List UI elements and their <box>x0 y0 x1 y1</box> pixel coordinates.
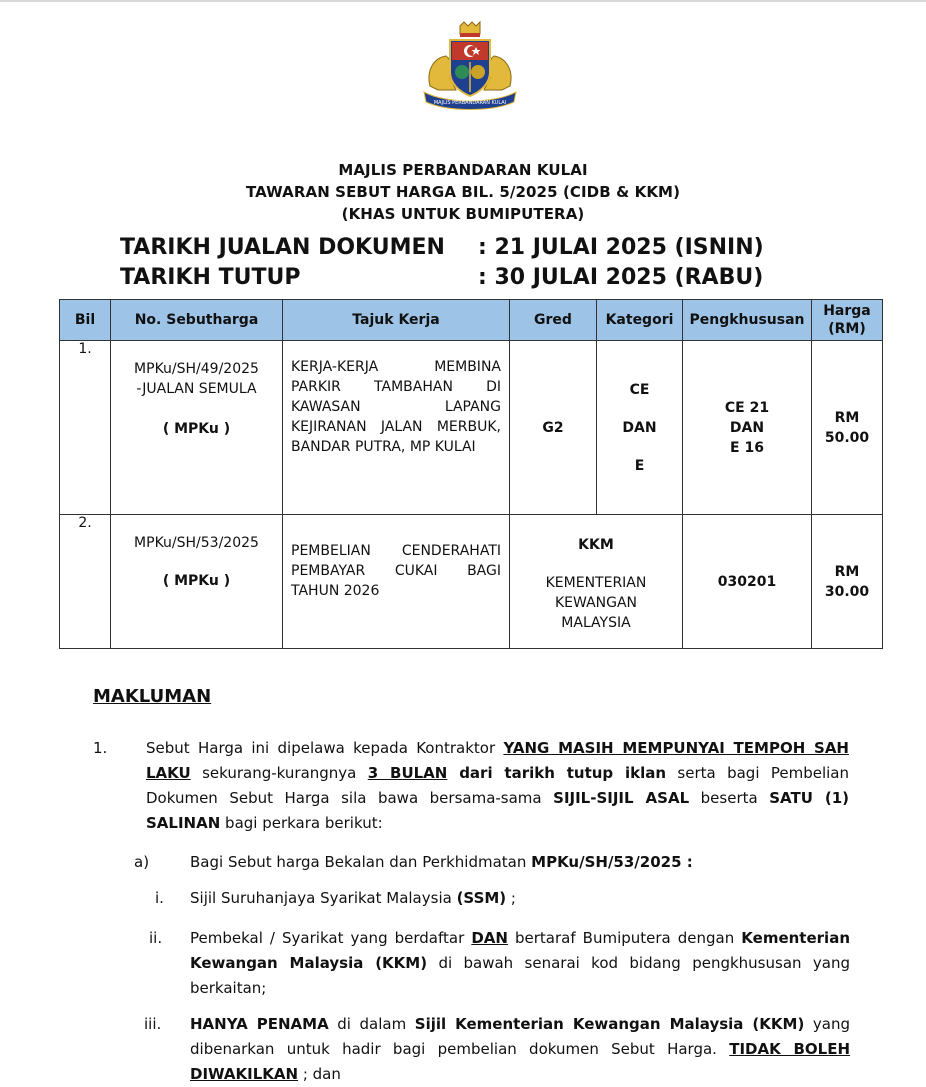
table-header-row <box>60 300 883 341</box>
sub-iii-text-2: di dalam <box>328 1015 415 1033</box>
sub-ii-dan: DAN <box>471 929 508 947</box>
row1-kategori <box>597 341 683 515</box>
row2-tajuk-kerja <box>283 515 510 649</box>
sub-i-text: Sijil Suruhanjaya Syarikat Malaysia <box>190 889 457 907</box>
row1-pengkhususan-line1: CE 21 <box>724 399 770 416</box>
item1-text-10: bagi perkara berikut: <box>220 814 383 832</box>
row1-harga <box>812 341 883 515</box>
col-header-bil: Bil <box>60 300 111 341</box>
row1-tajuk-line1: KERJA-KERJA MEMBINA <box>291 359 501 375</box>
item1-text-6: serta bagi Pembelian Dokumen Sebut Harga sila bawa bersama-sama <box>146 764 850 807</box>
col-header-harga-label: Harga <box>823 303 871 319</box>
sub-i-marker: i. <box>155 889 164 907</box>
row2-no-line3: ( MPKu ) <box>162 573 231 589</box>
col-header-gred: Gred <box>510 300 597 341</box>
sub-i-paragraph <box>190 886 850 911</box>
row1-pengkhususan-line3: E 16 <box>730 439 764 456</box>
row2-kkm-code: KKM <box>578 537 614 553</box>
row1-tajuk-kerja <box>283 341 510 515</box>
sub-ii-text-3: bertaraf Bumiputera dengan <box>507 929 742 947</box>
sub-iii-marker: iii. <box>144 1015 162 1033</box>
table-row <box>60 341 883 515</box>
col-header-harga <box>812 300 883 341</box>
sub-a-text: Bagi Sebut harga Bekalan dan Perkhidmatan <box>190 853 532 871</box>
row1-no-sebutharga <box>111 341 283 515</box>
sub-iii-no-proxy: TIDAK BOLEH DIWAKILKAN <box>190 1040 850 1083</box>
col-header-no-sebutharga: No. Sebutharga <box>111 300 283 341</box>
row1-pengkhususan-line2: DAN <box>729 419 765 436</box>
sub-a-ref-number: MPKu/SH/53/2025 : <box>531 853 693 871</box>
row2-tajuk-line3: TAHUN 2026 <box>291 583 380 599</box>
mpkulai-crest-logo <box>416 20 524 112</box>
col-header-harga-unit: (RM) <box>828 321 866 337</box>
item1-text-8: beserta <box>689 789 770 807</box>
makluman-heading: MAKLUMAN <box>93 686 212 707</box>
row2-pengkhususan: 030201 <box>683 515 812 649</box>
row1-tajuk-line2: PARKIR TAMBAHAN DI <box>291 379 501 395</box>
row1-tajuk-line5: BANDAR PUTRA, MP KULAI <box>291 439 476 455</box>
row1-tajuk-line3: KAWASAN LAPANG <box>291 399 501 415</box>
header-tender-title: TAWARAN SEBUT HARGA BIL. 5/2025 (CIDB & KKM) <box>245 183 681 201</box>
row1-harga-currency: RM <box>834 409 860 426</box>
row2-no-line1: MPKu/SH/53/2025 <box>134 535 259 551</box>
sub-iii-end: ; dan <box>298 1065 341 1083</box>
top-border-line <box>0 0 926 2</box>
close-date-value: : 30 JULAI 2025 (RABU) <box>478 265 764 290</box>
item1-one-copy: SATU (1) SALINAN <box>146 789 849 832</box>
sale-date-value: : 21 JULAI 2025 (ISNIN) <box>478 235 764 260</box>
row1-kategori-line3: E <box>634 457 645 474</box>
row2-bil: 2. <box>60 515 111 649</box>
sub-iii-paragraph <box>190 1012 850 1087</box>
item1-original-certs: SIJIL-SIJIL ASAL <box>553 789 690 807</box>
sub-iii-kkm-cert: Sijil Kementerian Kewangan Malaysia (KKM) <box>414 1015 805 1033</box>
item1-three-months: 3 BULAN <box>367 764 448 782</box>
row2-tajuk-line2: PEMBAYAR CUKAI BAGI <box>291 563 501 579</box>
header-bumiputera-note: (KHAS UNTUK BUMIPUTERA) <box>341 205 585 223</box>
item1-text-3: sekurang-kurangnya <box>190 764 368 782</box>
row2-harga-currency: RM <box>834 563 860 580</box>
row2-kkm-line3: MALAYSIA <box>561 615 631 631</box>
tender-table <box>59 299 883 649</box>
row1-pengkhususan <box>683 341 812 515</box>
sub-ii-kkm: Kementerian Kewangan Malaysia (KKM) <box>190 929 850 972</box>
sub-iii-only-named: HANYA PENAMA <box>190 1015 329 1033</box>
col-header-kategori: Kategori <box>597 300 683 341</box>
sub-a-marker: a) <box>134 853 150 871</box>
sub-iii-text-4: yang dibenarkan untuk hadir bagi pembelian dokumen Sebut Harga. <box>190 1015 850 1058</box>
row1-no-line2: -JUALAN SEMULA <box>136 381 257 397</box>
sub-ii-paragraph <box>190 926 850 1001</box>
sale-date-label: TARIKH JUALAN DOKUMEN <box>120 235 445 260</box>
table-row <box>60 515 883 649</box>
row1-bil: 1. <box>60 341 111 515</box>
row2-no-sebutharga <box>111 515 283 649</box>
row1-no-line1: MPKu/SH/49/2025 <box>134 361 259 377</box>
logo-ribbon-text: MAJLIS PERBANDARAN KULAI <box>433 100 507 106</box>
item1-validity-emphasis: YANG MASIH MEMPUNYAI TEMPOH SAH LAKU <box>146 739 849 782</box>
sub-ii-marker: ii. <box>149 929 163 947</box>
row1-gred: G2 <box>510 341 597 515</box>
close-date-label: TARIKH TUTUP <box>120 265 301 290</box>
item1-closing-date-ref: dari tarikh tutup iklan <box>447 764 667 782</box>
item1-text-1: Sebut Harga ini dipelawa kepada Kontraktor <box>146 739 504 757</box>
item1-paragraph <box>146 736 849 836</box>
sub-i-ssm: (SSM) <box>456 889 507 907</box>
sub-a-paragraph <box>190 850 850 875</box>
sub-i-end: ; <box>506 889 516 907</box>
sub-ii-text-5: di bawah senarai kod bidang pengkhususan yang berkaitan; <box>190 954 850 997</box>
col-header-tajuk-kerja: Tajuk Kerja <box>283 300 510 341</box>
col-header-pengkhususan: Pengkhususan <box>683 300 812 341</box>
row1-kategori-line1: CE <box>629 381 650 398</box>
row1-harga-amount: 50.00 <box>824 429 870 446</box>
sub-ii-text-1: Pembekal / Syarikat yang berdaftar <box>190 929 472 947</box>
row1-no-line3: ( MPKu ) <box>162 421 231 437</box>
row2-gred-kategori <box>510 515 683 649</box>
item1-marker: 1. <box>93 739 108 757</box>
row2-kkm-line2: KEWANGAN <box>554 595 638 611</box>
row2-harga <box>812 515 883 649</box>
row2-kkm-line1: KEMENTERIAN <box>545 575 647 591</box>
row1-tajuk-line4: KEJIRANAN JALAN MERBUK, <box>291 419 501 435</box>
row2-harga-amount: 30.00 <box>824 583 870 600</box>
row1-kategori-line2: DAN <box>622 419 657 436</box>
header-org-name: MAJLIS PERBANDARAN KULAI <box>338 161 588 179</box>
row2-tajuk-line1: PEMBELIAN CENDERAHATI <box>291 543 501 559</box>
